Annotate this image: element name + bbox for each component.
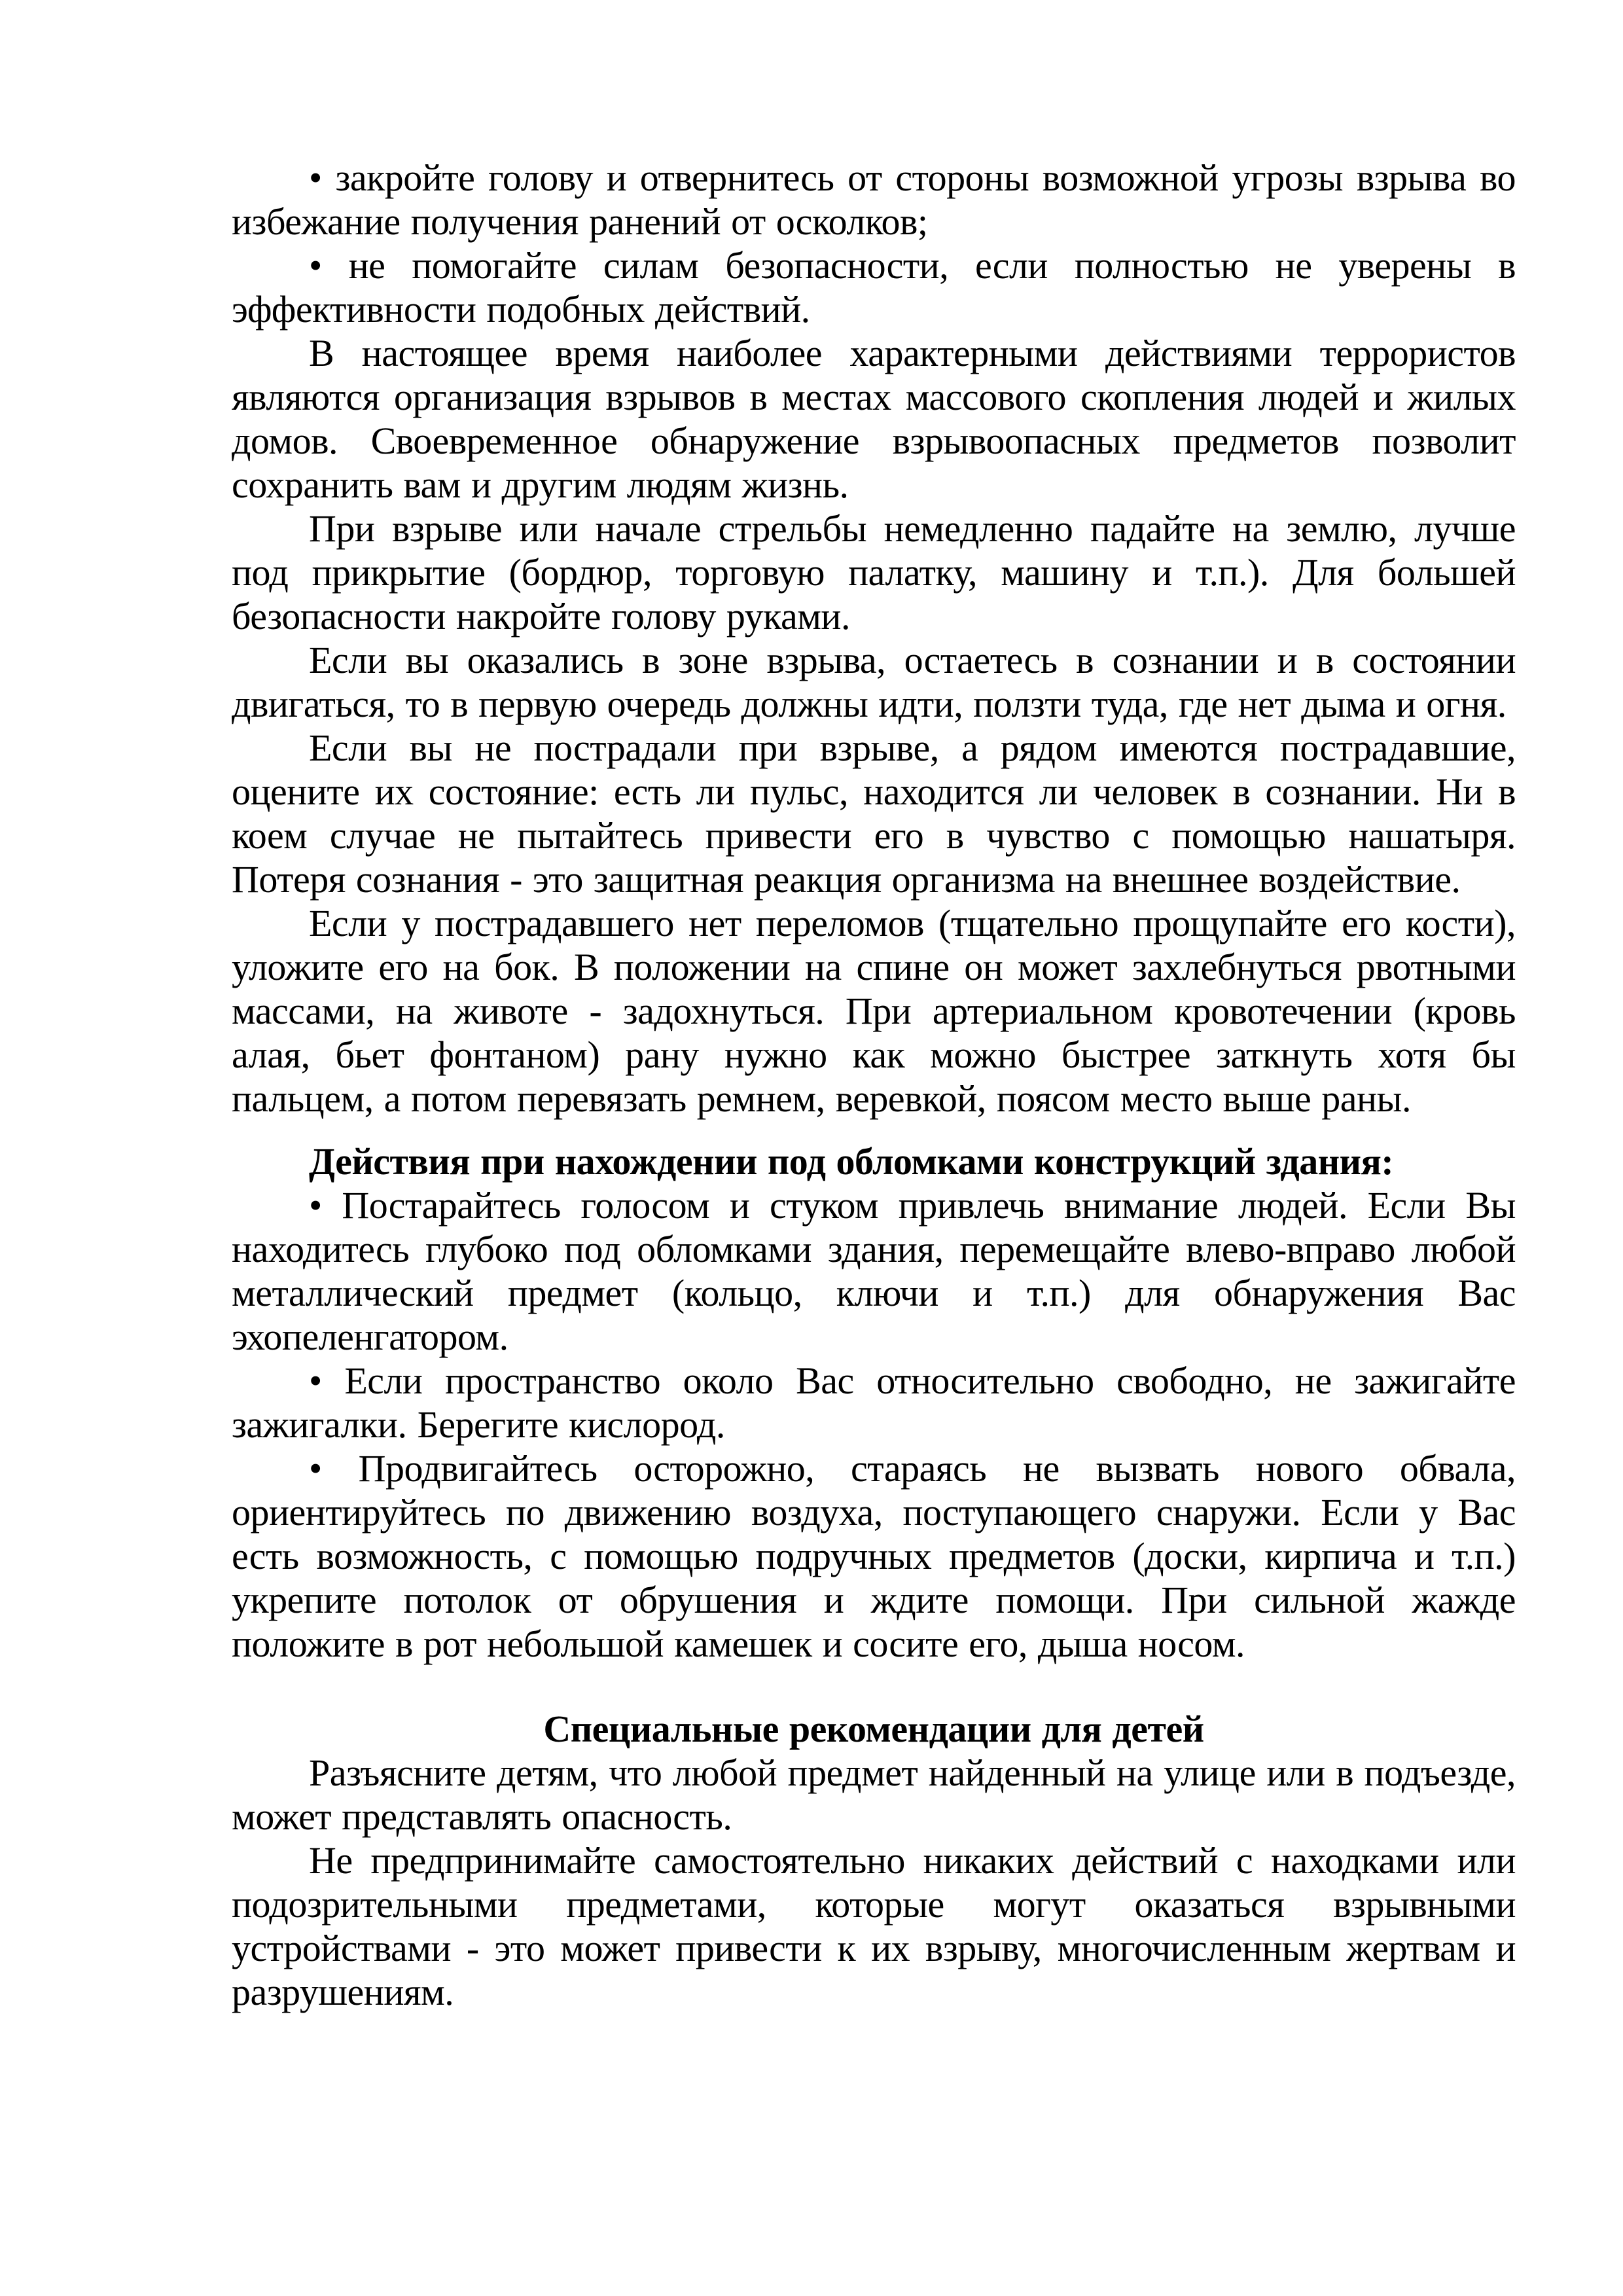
body-paragraph: В настоящее время наиболее характерными действиями террористов являются организация взрывов в местах массового скопления людей и жилых домов. Своевременное обнаружение взрывоопасных предметов позволит сохранить вам и другим людям жизнь. bbox=[232, 332, 1516, 506]
body-paragraph: Разъясните детям, что любой предмет найденный на улице или в подъезде, может представлять опасность. bbox=[232, 1751, 1516, 1838]
body-paragraph: При взрыве или начале стрельбы немедленно падайте на землю, лучше под прикрытие (бордюр, торговую палатку, машину и т.п.). Для большей безопасности накройте голову руками. bbox=[232, 507, 1516, 637]
centered-section-heading: Специальные рекомендации для детей bbox=[543, 1708, 1204, 1750]
section-heading: Действия при нахождении под обломками конструкций здания: bbox=[309, 1140, 1394, 1183]
bullet-paragraph: • закройте голову и отвернитесь от стороны возможной угрозы взрыва во избежание получения ранений от осколков; bbox=[232, 156, 1516, 243]
bullet-paragraph: • не помогайте силам безопасности, если полностью не уверены в эффективности подобных действий. bbox=[232, 244, 1516, 331]
body-paragraph: Если вы не пострадали при взрыве, а рядом имеются пострадавшие, оцените их состояние: есть ли пульс, находится ли человек в сознании. Ни в коем случае не пытайтесь привести его в чувство с помощью нашатыря. Потеря сознания - это защитная реакция организма на внешнее воздействие. bbox=[232, 726, 1516, 901]
body-paragraph: Если вы оказались в зоне взрыва, остаетесь в сознании и в состоянии двигаться, то в первую очередь должны идти, ползти туда, где нет дыма и огня. bbox=[232, 639, 1516, 725]
document-content bbox=[232, 156, 1516, 2014]
body-paragraph: Не предпринимайте самостоятельно никаких действий с находками или подозрительными предметами, которые могут оказаться взрывными устройствами - это может привести к их взрыву, многочисленным жертвам и разрушениям. bbox=[232, 1839, 1516, 2013]
bullet-paragraph: • Продвигайтесь осторожно, стараясь не вызвать нового обвала, ориентируйтесь по движению воздуха, поступающего снаружи. Если у Вас есть возможность, с помощью подручных предметов (доски, кирпича и т.п.) укрепите потолок от обрушения и ждите помощи. При сильной жажде положите в рот небольшой камешек и сосите его, дыша носом. bbox=[232, 1447, 1516, 1665]
body-paragraph: Если у пострадавшего нет переломов (тщательно прощупайте его кости), уложите его на бок. В положении на спине он может захлебнуться рвотными массами, на животе - задохнуться. При артериальном кровотечении (кровь алая, бьет фонтаном) рану нужно как можно быстрее заткнуть хотя бы пальцем, а потом перевязать ремнем, веревкой, поясом место выше раны. bbox=[232, 902, 1516, 1120]
bullet-paragraph: • Постарайтесь голосом и стуком привлечь внимание людей. Если Вы находитесь глубоко под обломками здания, перемещайте влево-вправо любой металлический предмет (кольцо, ключи и т.п.) для обнаружения Вас эхопеленгатором. bbox=[232, 1184, 1516, 1358]
bullet-paragraph: • Если пространство около Вас относительно свободно, не зажигайте зажигалки. Берегите кислород. bbox=[232, 1359, 1516, 1446]
